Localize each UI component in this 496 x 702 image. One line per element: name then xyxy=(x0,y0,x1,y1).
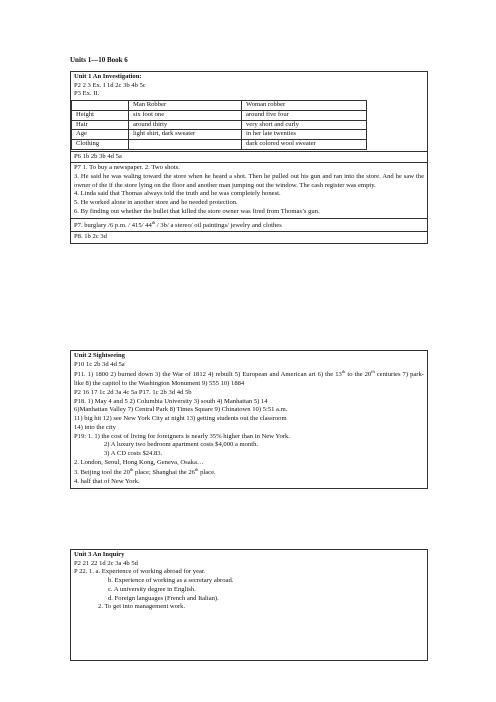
unit1-box xyxy=(70,71,428,244)
answer-line: 2. London, Seoul, Hong Kong, Geneva, Osaka… xyxy=(74,458,204,466)
table-cell xyxy=(129,139,242,149)
table-row xyxy=(72,101,367,111)
unit2-box xyxy=(70,350,428,489)
table-cell: around thirty xyxy=(129,120,242,130)
robber-table xyxy=(71,100,367,150)
unit1-p7 xyxy=(71,163,427,218)
answer-line: 5. He worked alone in another store and he needed protection. xyxy=(74,199,238,207)
unit1-line: P3 Ex. II. xyxy=(74,90,100,98)
answer-line: 2) A luxury two bedroom apartment costs $4,000 a month. xyxy=(104,441,259,449)
answer-line: d. Foreign languages (French and Italian). xyxy=(108,594,219,602)
unit1-p6 xyxy=(71,152,427,164)
unit3-box xyxy=(70,549,428,661)
answer-line: P19: 1. 1) the cost of living for foreigners is nearly 35% higher than in New York. xyxy=(74,432,290,440)
table-cell: in her late twenties xyxy=(242,130,367,140)
table-cell: Height xyxy=(72,110,129,120)
answer-line: 6)Manhattan Valley 7) Central Park 8) Times Square 9) Chinatown 10) 5:51 a.m. xyxy=(74,406,288,414)
answer-line: P18. 1) May 4 and 5 2) Columbia University 3) south 4) Manhattan 5) 14 xyxy=(74,397,268,405)
answer-line: P10 1c 2b 3d 4d 5a xyxy=(74,360,125,368)
unit3-body xyxy=(71,550,427,613)
answer-line: P6 1b 2b 3b 4d 5a xyxy=(74,152,122,160)
answer-line: 4. half that of New York. xyxy=(74,478,140,486)
table-row xyxy=(72,110,367,120)
table-cell: light shirt, dark sweater xyxy=(129,130,242,140)
answer-line: P2 16 17 1c 2d 3a 4c 5a P17. 1c 2b 3d 4d 5b xyxy=(74,389,192,396)
page-title: Units 1—10 Book 6 xyxy=(70,56,128,64)
unit3-title: Unit 3 An Inquiry xyxy=(74,551,125,558)
unit1-line: P2 2 3 Ex. I 1d 2c 3b 4b 5c xyxy=(74,81,146,89)
answer-line: P7 1. To buy a newspaper. 2. Two shots. xyxy=(74,164,180,172)
table-cell: Hair xyxy=(72,120,129,130)
answer-line: 3) A CD costs $24.83. xyxy=(104,449,163,457)
answer-line: 14) into the city xyxy=(74,423,116,431)
answer-line: b. Experience of working as a secretary abroad. xyxy=(108,577,234,585)
table-cell: very short and curly xyxy=(242,120,367,130)
table-cell: around five four xyxy=(242,110,367,120)
answer-line: P7. burglary /6 p.m. / 415/ 44th / 3b/ a stereo/ oil paintings/ jewelry and clothes xyxy=(74,219,282,229)
answer-line: c. A university degree in English. xyxy=(108,585,196,593)
unit2-body xyxy=(71,351,427,488)
table-cell: Age xyxy=(72,130,129,140)
table-cell: dark colored wool sweater xyxy=(242,139,367,149)
table-cell: Man Robber xyxy=(129,101,242,111)
unit2-title: Unit 2 Sightseeing xyxy=(74,352,125,359)
table-row xyxy=(72,130,367,140)
unit1-header xyxy=(71,72,427,152)
unit1-title: Unit 1 An Investigation: xyxy=(74,73,142,80)
answer-line: 3. Beijing tool the 20th place; Shanghai the 26th place. xyxy=(74,467,216,477)
table-row xyxy=(72,139,367,149)
answer-line: P8. 1b 2c 3d xyxy=(74,233,107,241)
answer-line: 3. He said he was waling toward the store when he heard a shot. Then he pulled out his gun and ran into the store. And he saw the owner of the if the store lying on the floor and another man jumping out the window. The cash register was empty. xyxy=(74,173,424,189)
answer-line: 4. Linda said that Thomas always told the truth and he was completely honest. xyxy=(74,190,281,198)
answer-line: 6. By finding out whether the bullet that killed the store owner was fired from Thomas’s gun. xyxy=(74,207,320,215)
table-cell: Clothing xyxy=(72,139,129,149)
answer-line: P2 21 22 1d 2c 3a 4b 5d xyxy=(74,559,138,567)
unit1-p8 xyxy=(71,232,427,243)
answer-line: P11. 1) 1800 2) burned down 3) the War of 1812 4) rebuilt 5) European and American art 6) the 13th to the 20th centuries 7) park-like 8) the capitol to the Washington Monument 9) 555 10) 1884 xyxy=(74,369,424,388)
answer-line: P 22. 1. a. Experience of working abroad for year. xyxy=(74,568,206,576)
table-cell: six foot one xyxy=(129,110,242,120)
answer-line: 2. To get into management work. xyxy=(98,603,186,611)
table-cell xyxy=(72,101,129,111)
unit1-p7b xyxy=(71,219,427,233)
answer-line: 11) big hit 12) see New York City at night 13) getting students out the classroom xyxy=(74,415,287,423)
table-row xyxy=(72,120,367,130)
table-cell: Woman robber xyxy=(242,101,367,111)
